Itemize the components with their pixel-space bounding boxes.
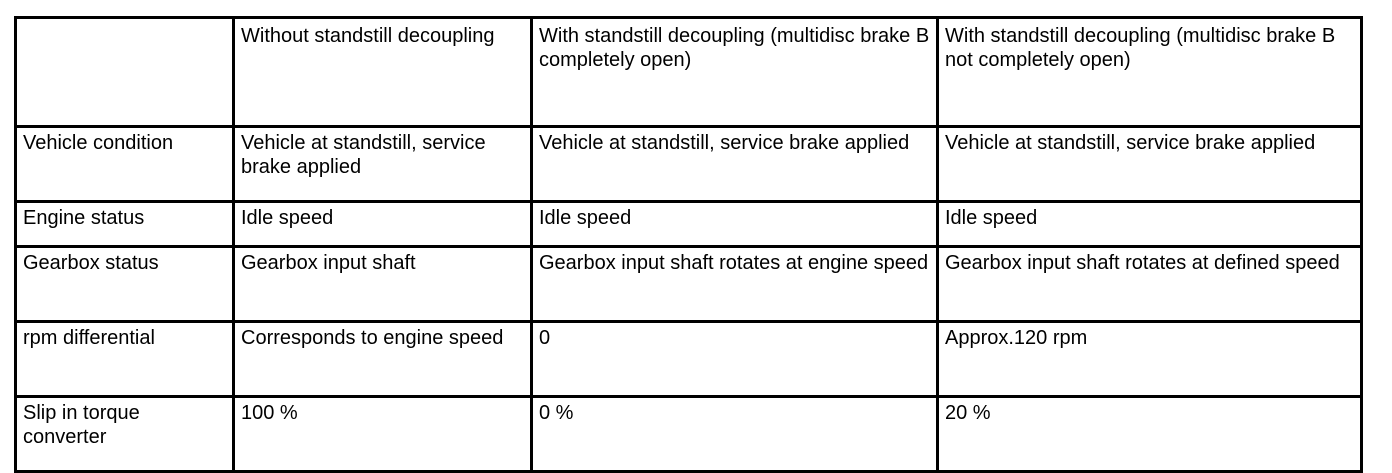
- cell-value: 0: [539, 327, 551, 349]
- cell-value: Idle speed: [241, 207, 334, 229]
- table-row: [16, 322, 1362, 397]
- column-header-2: [532, 18, 938, 127]
- row-header-label: rpm differential: [23, 327, 155, 349]
- column-header-3-label: With standstill decoupling (multidisc brake B not completely open): [945, 25, 1341, 71]
- row-header-gearbox-status: [16, 247, 234, 322]
- table-row: [16, 397, 1362, 472]
- row-header-label: Gearbox status: [23, 252, 159, 274]
- cell-value: 100 %: [241, 402, 298, 424]
- cell-value: Gearbox input shaft rotates at defined speed: [945, 252, 1340, 274]
- table-corner-cell: [16, 18, 234, 127]
- row-header-label: Slip in torque converter: [23, 402, 146, 448]
- table-cell: [938, 202, 1362, 247]
- table-header-row: [16, 18, 1362, 127]
- table-cell: [234, 202, 532, 247]
- table-cell: [938, 397, 1362, 472]
- cell-value: Corresponds to engine speed: [241, 327, 504, 349]
- cell-value: 20 %: [945, 402, 991, 424]
- table-cell: [532, 202, 938, 247]
- row-header-label: Engine status: [23, 207, 145, 229]
- cell-value: 0 %: [539, 402, 574, 424]
- cell-value: Idle speed: [539, 207, 632, 229]
- column-header-1: [234, 18, 532, 127]
- cell-value: Vehicle at standstill, service brake applied: [945, 132, 1316, 154]
- column-header-2-label: With standstill decoupling (multidisc brake B completely open): [539, 25, 935, 71]
- table-cell: [532, 127, 938, 202]
- cell-value: Gearbox input shaft rotates at engine speed: [539, 252, 929, 274]
- cell-value: Idle speed: [945, 207, 1038, 229]
- cell-value: Vehicle at standstill, service brake applied: [241, 132, 492, 178]
- table-cell: [938, 322, 1362, 397]
- table-row: [16, 127, 1362, 202]
- table-cell: [234, 127, 532, 202]
- table-cell: [234, 247, 532, 322]
- table-cell: [938, 247, 1362, 322]
- cell-value: Approx.120 rpm: [945, 327, 1088, 349]
- row-header-engine-status: [16, 202, 234, 247]
- table-cell: [532, 397, 938, 472]
- column-header-3: [938, 18, 1362, 127]
- column-header-1-label: Without standstill decoupling: [241, 25, 495, 47]
- row-header-vehicle-condition: [16, 127, 234, 202]
- table-cell: [234, 397, 532, 472]
- cell-value: Vehicle at standstill, service brake applied: [539, 132, 910, 154]
- row-header-label: Vehicle condition: [23, 132, 174, 154]
- row-header-slip-in-torque-converter: [16, 397, 234, 472]
- table-cell: [532, 247, 938, 322]
- table-cell: [532, 322, 938, 397]
- row-header-rpm-differential: [16, 322, 234, 397]
- cell-value: Gearbox input shaft: [241, 252, 416, 274]
- table-cell: [938, 127, 1362, 202]
- table-row: [16, 247, 1362, 322]
- table-row: [16, 202, 1362, 247]
- table-cell: [234, 322, 532, 397]
- comparison-table: [14, 16, 1363, 473]
